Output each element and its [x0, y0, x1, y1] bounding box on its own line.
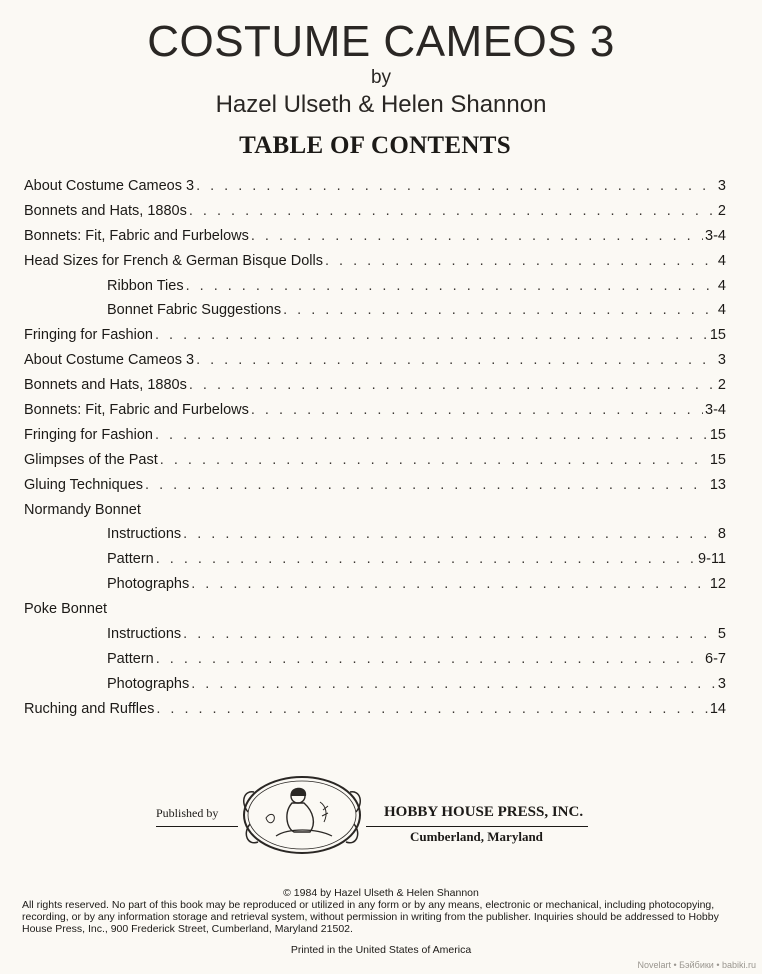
authors: Hazel Ulseth & Helen Shannon [215, 91, 547, 118]
copyright-line: © 1984 by Hazel Ulseth & Helen Shannon [283, 887, 479, 899]
toc-entry-page: 6-7 [705, 650, 726, 667]
toc-entry [24, 224, 726, 249]
toc-entry-page: 8 [717, 526, 726, 543]
toc-entry [24, 274, 726, 299]
toc-entry [24, 199, 726, 224]
toc-entry [24, 423, 726, 448]
toc-entry [24, 373, 726, 398]
toc-entry-page: 2 [717, 202, 726, 219]
toc-entry [24, 398, 726, 423]
toc-leader-dots [191, 672, 716, 697]
toc-entry-label: About Costume Cameos 3 [24, 178, 195, 194]
toc-entry-label: About Costume Cameos 3 [24, 352, 195, 369]
site-watermark: Novelart • Бэйбики • babiki.ru [637, 960, 756, 970]
toc-entry-label: Head Sizes for French & German Bisque Dolls [24, 252, 323, 269]
rights-notice: All rights reserved. No part of this book may be reproduced or utilized in any form or by any means, electronic or mechanical, including photocopying, recording, or by any information storage and retrieval system, without permission in writing from the publisher. Inquiries should be addressed to Hobby House Press, Inc., 900 Frederick Street, Cumberland, Maryland 21502. [22, 899, 719, 935]
toc-entry [24, 572, 726, 597]
toc-leader-dots [186, 274, 716, 299]
toc-entry-page: 4 [717, 252, 726, 269]
toc-entry-label: Normandy Bonnet [24, 501, 141, 518]
toc-entry-page: 15 [709, 426, 726, 443]
toc-leader-dots [160, 448, 708, 473]
toc-entry [24, 473, 726, 498]
toc-entry-page: 2 [717, 377, 726, 394]
toc-leader-dots [251, 398, 703, 423]
toc-entry-page: 15 [709, 451, 726, 468]
toc-entry [24, 522, 726, 547]
toc-leader-dots [196, 174, 716, 199]
toc-entry-label: Photographs [107, 576, 190, 593]
toc-entry-page: 3 [717, 178, 726, 194]
toc-entry-label: Bonnets and Hats, 1880s [24, 377, 187, 394]
toc-entry [24, 174, 726, 199]
toc-leader-dots [189, 373, 716, 398]
publisher-name: HOBBY HOUSE PRESS, INC. [384, 804, 584, 820]
toc-entry-page: 5 [717, 626, 726, 643]
toc-entry-label: Ribbon Ties [107, 277, 184, 294]
toc-entry-page: 13 [709, 476, 726, 493]
toc-entry-label: Bonnet Fabric Suggestions [107, 302, 282, 319]
toc-entry-label: Bonnets: Fit, Fabric and Furbelows [24, 227, 249, 244]
toc-leader-dots [183, 522, 716, 547]
toc-entry-label: Bonnets and Hats, 1880s [24, 202, 187, 219]
toc-entry-label: Instructions [107, 626, 182, 643]
toc-entry-page: 3-4 [705, 402, 726, 419]
toc-entry [24, 498, 726, 523]
toc-leader-dots [155, 423, 708, 448]
byline: by [370, 67, 392, 88]
toc-heading: TABLE OF CONTENTS [239, 132, 511, 159]
toc-entry-label: Gluing Techniques [24, 476, 144, 493]
toc-leader-dots [156, 547, 696, 572]
toc-entry-label: Fringing for Fashion [24, 327, 153, 344]
published-by-label: Published by [156, 806, 219, 820]
toc-leader-dots [156, 697, 708, 722]
toc-entry-label: Instructions [107, 526, 182, 543]
toc-entry-label: Photographs [107, 675, 190, 692]
toc-entry [24, 672, 726, 697]
toc-entry-label: Bonnets: Fit, Fabric and Furbelows [24, 402, 249, 419]
book-title: COSTUME CAMEOS 3 [147, 17, 615, 66]
toc-leader-dots [189, 199, 716, 224]
toc-entry-label: Ruching and Ruffles [24, 700, 155, 717]
toc-leader-dots [145, 473, 708, 498]
toc-entry-label: Glimpses of the Past [24, 451, 158, 468]
toc-entry-page: 14 [709, 700, 726, 717]
toc-entry-page: 3 [717, 675, 726, 692]
toc-entry [24, 249, 726, 274]
toc-entry [24, 348, 726, 373]
toc-entry [24, 298, 726, 323]
printed-in: Printed in the United States of America [290, 944, 472, 956]
toc-leader-dots [191, 572, 708, 597]
toc-entry-label: Pattern [107, 551, 154, 568]
toc-leader-dots [325, 249, 716, 274]
toc-entry-page: 4 [717, 277, 726, 294]
toc-entry-page: 3-4 [705, 227, 726, 244]
toc-entry-page: 12 [709, 576, 726, 593]
divider-line [156, 826, 238, 827]
table-of-contents [24, 174, 726, 722]
toc-leader-dots [156, 647, 703, 672]
publisher-emblem-icon [236, 772, 368, 858]
toc-entry [24, 622, 726, 647]
toc-entry-label: Poke Bonnet [24, 601, 108, 618]
toc-entry-label: Fringing for Fashion [24, 426, 153, 443]
toc-entry [24, 448, 726, 473]
toc-leader-dots [251, 224, 703, 249]
toc-entry [24, 697, 726, 722]
toc-entry-page: 15 [709, 327, 726, 344]
toc-leader-dots [155, 323, 708, 348]
toc-entry-label: Pattern [107, 650, 154, 667]
toc-entry-page: 3 [717, 352, 726, 369]
toc-entry-page: 9-11 [698, 551, 726, 568]
toc-entry [24, 547, 726, 572]
toc-leader-dots [183, 622, 716, 647]
divider-line [366, 826, 588, 827]
publisher-city: Cumberland, Maryland [410, 829, 543, 844]
toc-leader-dots [283, 298, 716, 323]
toc-entry [24, 597, 726, 622]
toc-entry-page: 4 [717, 302, 726, 319]
toc-entry [24, 647, 726, 672]
toc-leader-dots [196, 348, 716, 373]
toc-entry [24, 323, 726, 348]
